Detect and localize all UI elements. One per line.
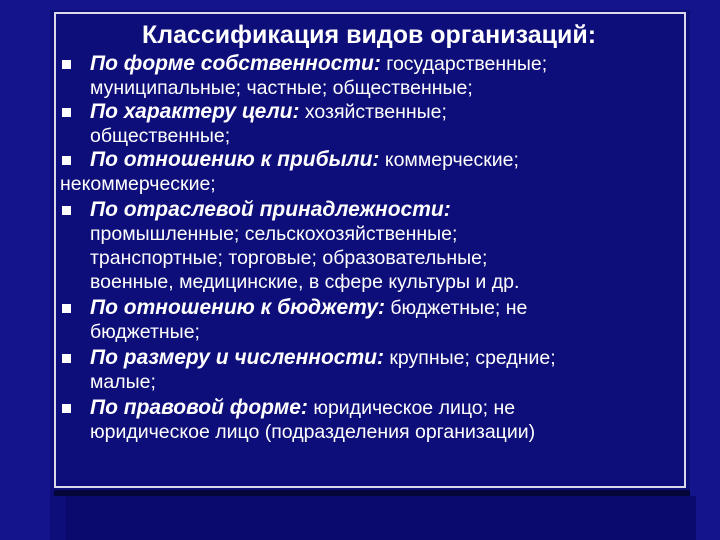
item-heading: По форме собственности: [90, 52, 381, 75]
item-text-continued: муниципальные; частные; общественные; [90, 77, 473, 99]
item-text: крупные; средние; [383, 347, 556, 369]
slide-title: Классификация видов организаций: [141, 21, 597, 49]
list-item-legal-form [60, 396, 680, 444]
bullet-icon [62, 354, 71, 363]
item-text-continued: юридическое лицо (подразделения организации) [90, 421, 536, 443]
bullet-icon [62, 60, 71, 69]
background-left-strip [0, 0, 50, 540]
item-text-continued: малые; [90, 371, 156, 393]
list-item-profit [60, 148, 680, 196]
bullet-icon [62, 156, 71, 165]
item-heading: По правовой форме: [90, 396, 308, 419]
list-item-size [60, 346, 680, 394]
item-text: хозяйственные; [299, 101, 447, 123]
item-text-continued: общественные; [90, 125, 231, 147]
item-text-continued: некоммерческие; [60, 173, 216, 195]
classification-list [60, 52, 680, 444]
bullet-icon [62, 304, 71, 313]
background-right-strip [690, 0, 720, 540]
item-heading: По размеру и численности: [90, 346, 384, 369]
background-top-strip [0, 0, 720, 10]
item-heading: По характеру цели: [90, 100, 300, 123]
item-text: бюджетные; не [384, 297, 528, 319]
item-text-continued: транспортные; торговые; образовательные; [90, 247, 488, 269]
bullet-icon [62, 206, 71, 215]
item-text: коммерческие; [379, 149, 519, 171]
list-item-budget [60, 296, 680, 344]
item-text: юридическое лицо; не [307, 397, 516, 419]
list-item-goal [60, 100, 680, 148]
item-text-continued: бюджетные; [90, 321, 200, 343]
list-item-ownership [60, 52, 680, 100]
bullet-icon [62, 404, 71, 413]
item-text-continued: промышленные; сельскохозяйственные; [90, 223, 458, 245]
item-text: государственные; [380, 53, 548, 75]
item-heading: По отраслевой принадлежности: [90, 198, 451, 221]
bullet-icon [62, 108, 71, 117]
list-item-industry [60, 198, 680, 294]
item-heading: По отношению к бюджету: [90, 296, 385, 319]
item-text-continued: военные, медицинские, в сфере культуры и др. [90, 271, 520, 293]
bottom-shelf [66, 496, 696, 540]
item-heading: По отношению к прибыли: [90, 148, 380, 171]
